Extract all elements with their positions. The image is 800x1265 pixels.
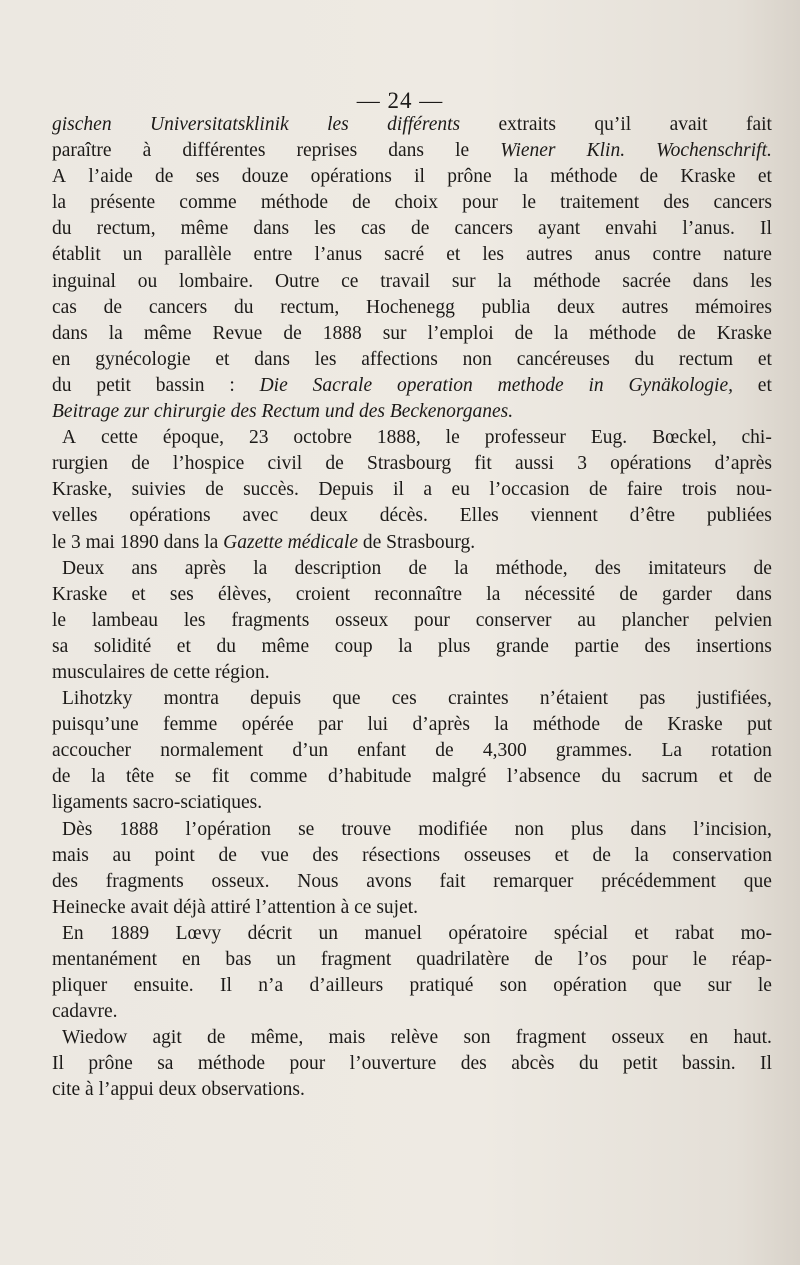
text-line: puisqu’une femme opérée par lui d’après la méthode de Kraske put: [52, 714, 772, 736]
text-line: du rectum, même dans les cas de cancers ayant envahi l’anus. Il: [52, 218, 772, 240]
text-line: Lihotzky montra depuis que ces craintes n’étaient pas justifiées,: [62, 688, 772, 710]
text-line: paraître à différentes reprises dans le Wiener Klin. Wochenschrift.: [52, 140, 772, 162]
text-line: accoucher normalement d’un enfant de 4,300 grammes. La rotation: [52, 740, 772, 762]
text-line: Kraske, suivies de succès. Depuis il a eu l’occasion de faire trois nou-: [52, 479, 772, 501]
text-line: mentanément en bas un fragment quadrilatère de l’os pour le réap-: [52, 949, 772, 970]
text-line: Heinecke avait déjà attiré l’attention à ce sujet.: [52, 896, 419, 918]
text-line: A cette époque, 23 octobre 1888, le professeur Eug. Bœckel, chi-: [62, 427, 772, 449]
text-line: ligaments sacro-sciatiques.: [52, 792, 263, 814]
text-line: sa solidité et du même coup la plus grande partie des insertions: [52, 635, 772, 657]
text-line: velles opérations avec deux décès. Elles viennent d’être publiées: [52, 505, 772, 527]
text-line: Wiedow agit de même, mais relève son fragment osseux en haut.: [62, 1027, 772, 1049]
text-line: du petit bassin : Die Sacrale operation methode in Gynäkologie, et: [52, 374, 772, 396]
text-line: de la tête se fit comme d’habitude malgré l’absence du sacrum et de: [52, 766, 772, 788]
text-line: Kraske et ses élèves, croient reconnaître la nécessité de garder dans: [52, 583, 772, 605]
body-text: [52, 112, 772, 1104]
text-line: établit un parallèle entre l’anus sacré et les autres anus contre nature: [52, 244, 772, 266]
text-line: dans la même Revue de 1888 sur l’emploi de la méthode de Kraske: [52, 322, 772, 344]
page-number: — 24 —: [356, 88, 444, 113]
text-line: mais au point de vue des résections osseuses et de la conservation: [52, 844, 772, 866]
text-line: le lambeau les fragments osseux pour conserver au plancher pelvien: [52, 609, 772, 631]
text-line: la présente comme méthode de choix pour le traitement des cancers: [52, 192, 772, 214]
text-line: cas de cancers du rectum, Hochenegg publia deux autres mémoires: [52, 296, 772, 318]
text-line: Deux ans après la description de la méthode, des imitateurs de: [62, 557, 772, 579]
text-line: musculaires de cette région.: [52, 661, 270, 683]
text-line: des fragments osseux. Nous avons fait remarquer précédemment que: [52, 870, 772, 892]
text-line: Beitrage zur chirurgie des Rectum und des Beckenorganes.: [52, 401, 514, 423]
text-line: A l’aide de ses douze opérations il prône la méthode de Kraske et: [52, 166, 772, 188]
text-line: le 3 mai 1890 dans la Gazette médicale de Strasbourg.: [52, 531, 476, 553]
text-line: pliquer ensuite. Il n’a d’ailleurs pratiqué son opération que sur le: [52, 975, 772, 997]
text-line: gischen Universitatsklinik les différents extraits qu’il avait fait: [52, 114, 772, 135]
text-line: en gynécologie et dans les affections non cancéreuses du rectum et: [52, 348, 772, 370]
text-line: inguinal ou lombaire. Outre ce travail sur la méthode sacrée dans les: [52, 270, 772, 292]
text-line: En 1889 Lœvy décrit un manuel opératoire spécial et rabat mo-: [62, 922, 772, 944]
text-line: cadavre.: [52, 1001, 118, 1023]
text-line: cite à l’appui deux observations.: [52, 1079, 305, 1101]
text-line: Il prône sa méthode pour l’ouverture des abcès du petit bassin. Il: [52, 1053, 772, 1075]
text-line: Dès 1888 l’opération se trouve modifiée non plus dans l’incision,: [62, 818, 772, 840]
text-line: rurgien de l’hospice civil de Strasbourg fit aussi 3 opérations d’après: [52, 453, 772, 475]
